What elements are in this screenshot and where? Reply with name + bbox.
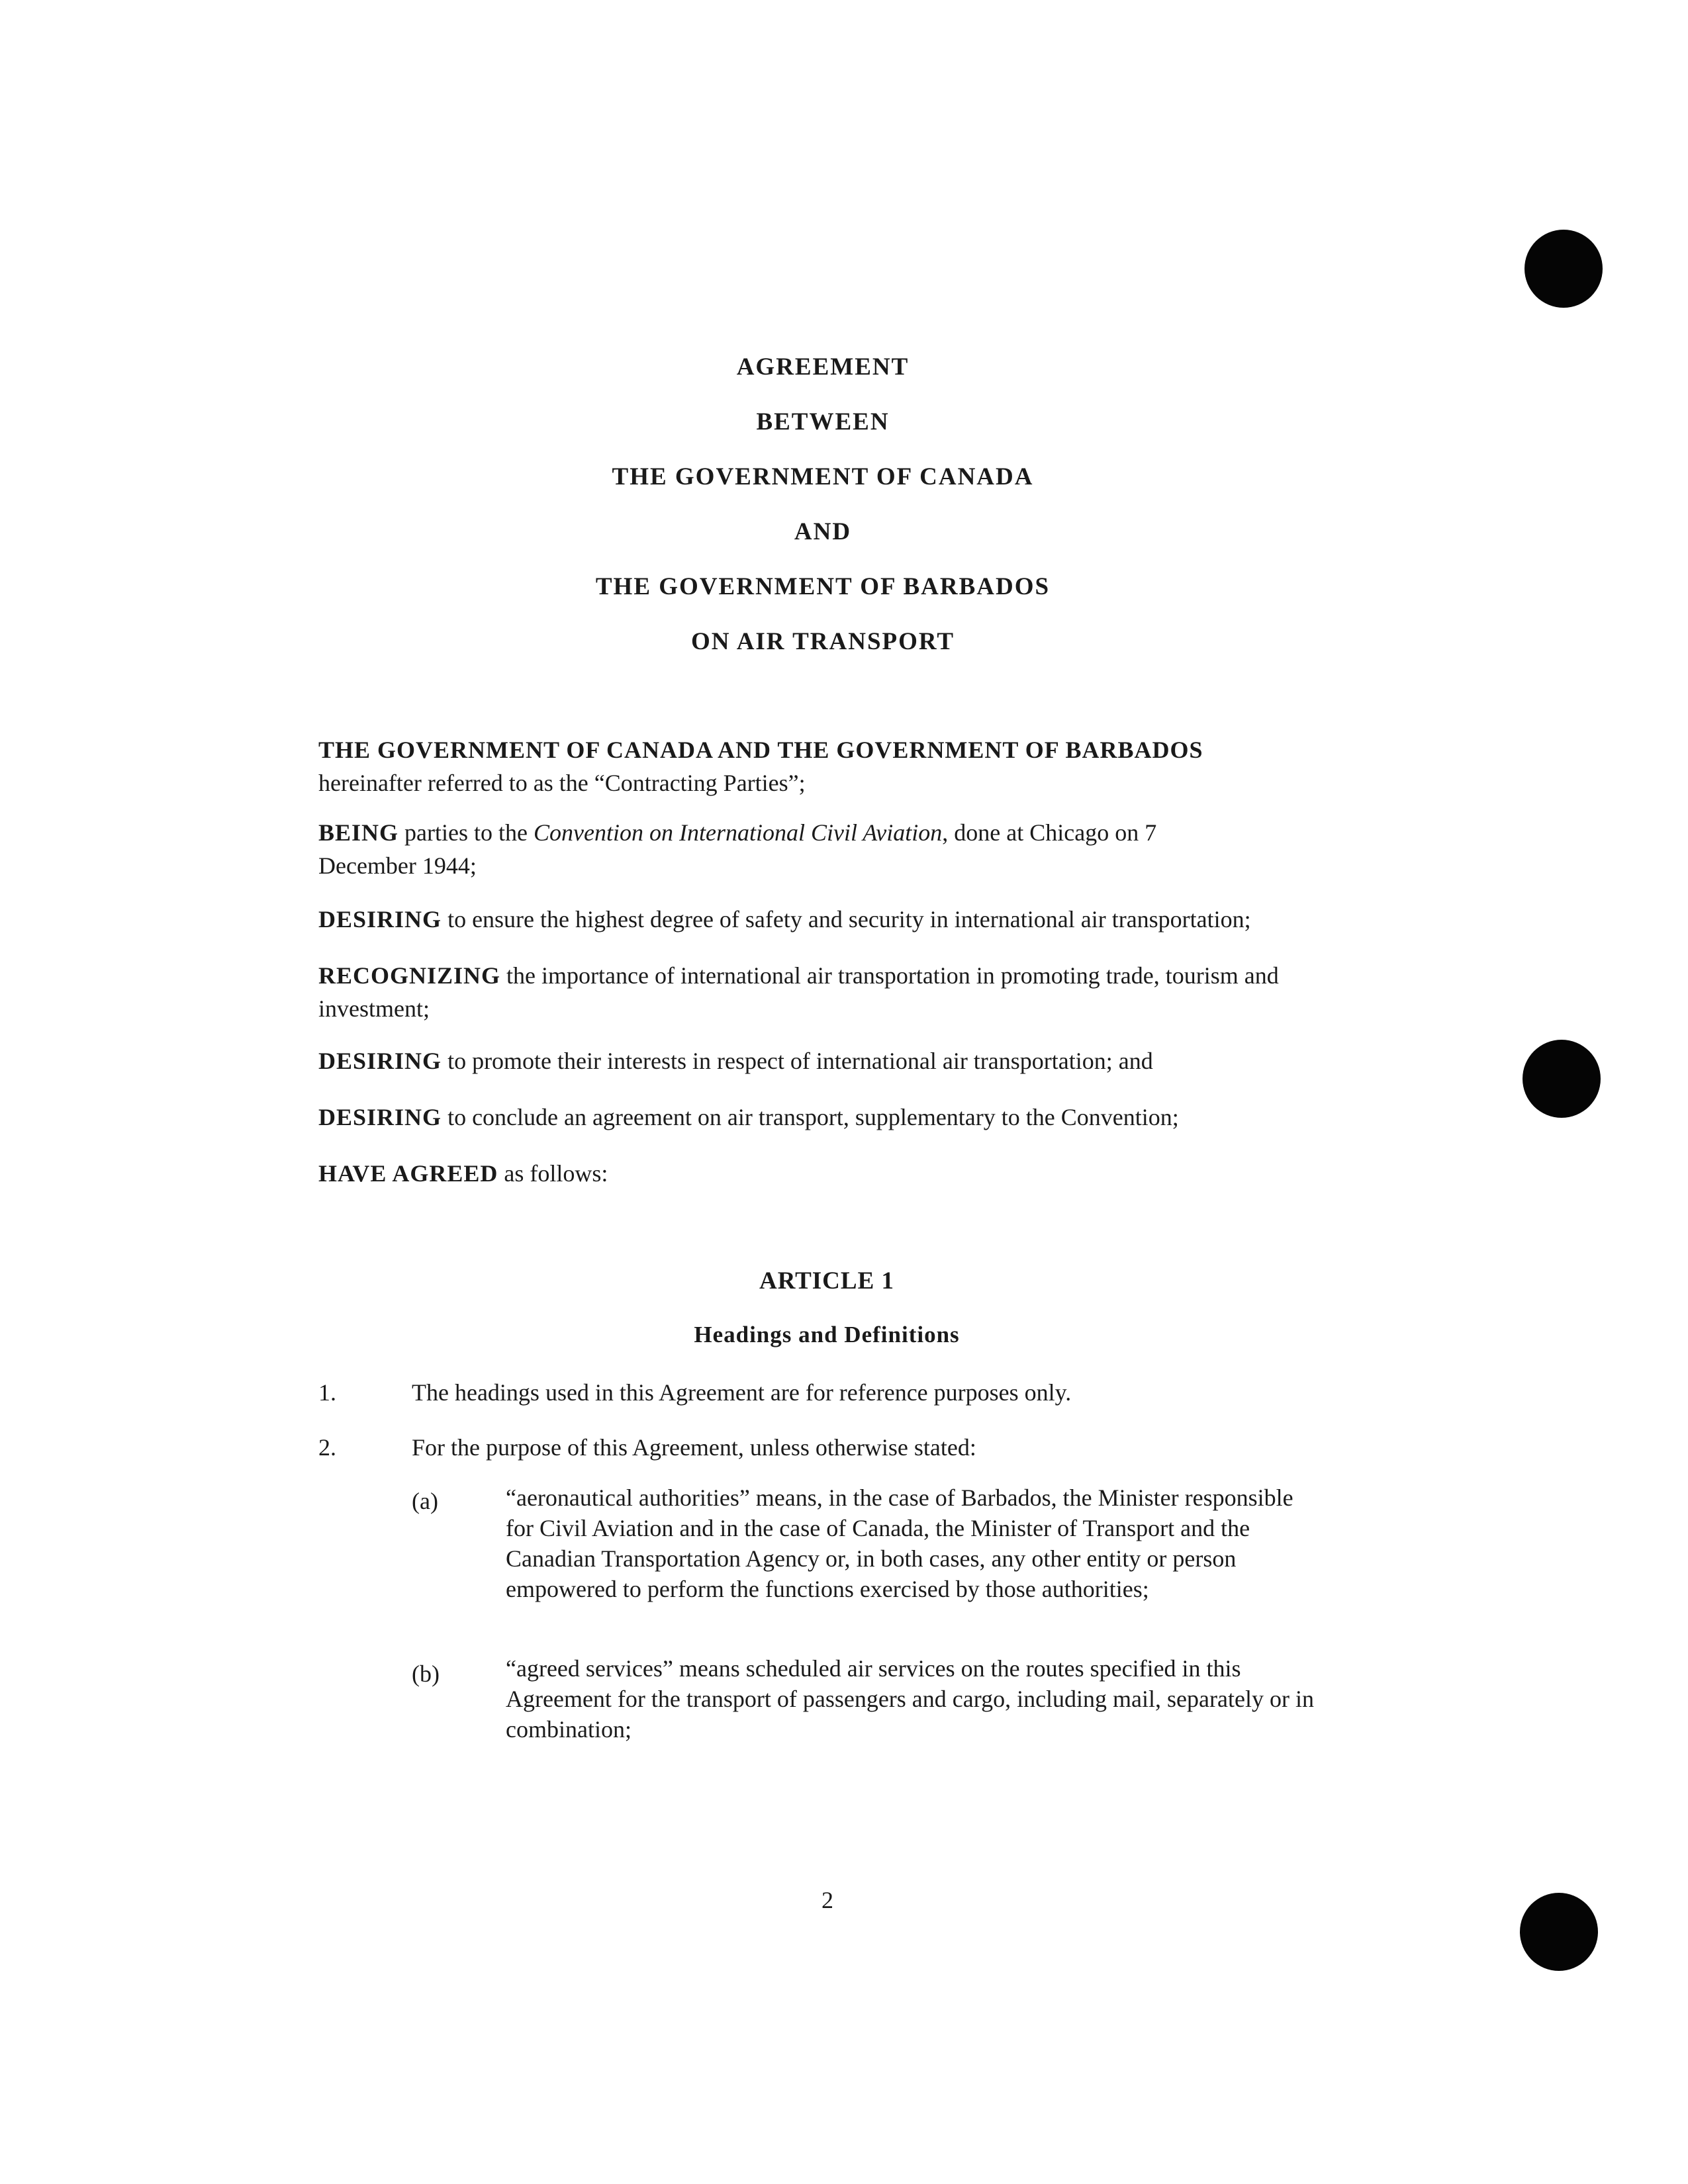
subitem-letter-b: (b) <box>412 1661 440 1687</box>
item-text-1: The headings used in this Agreement are for reference purposes only. <box>412 1379 1072 1406</box>
title-line-canada: THE GOVERNMENT OF CANADA <box>612 463 1034 490</box>
punch-hole-middle <box>1523 1040 1601 1118</box>
convention-title: Convention on International Civil Aviation <box>534 819 943 846</box>
preamble-have-agreed <box>318 1157 1351 1190</box>
desiring-keyword-3: DESIRING <box>318 1104 442 1130</box>
desiring-keyword-2: DESIRING <box>318 1048 442 1074</box>
being-keyword: BEING <box>318 819 399 846</box>
article-number: ARTICLE 1 <box>759 1267 895 1295</box>
parties-heading: THE GOVERNMENT OF CANADA AND THE GOVERNMENT OF BARBADOS <box>318 737 1203 763</box>
item-number-1: 1. <box>318 1379 336 1406</box>
subitem-text-b: “agreed services” means scheduled air services on the routes specified in this Agreement for the transport of passengers and cargo, including mail, separately or in combination; <box>506 1655 1314 1743</box>
have-agreed-keyword: HAVE AGREED <box>318 1160 498 1187</box>
desiring-text-3: to conclude an agreement on air transport, supplementary to the Convention; <box>442 1104 1179 1130</box>
page-number: 2 <box>821 1887 833 1913</box>
have-agreed-text: as follows: <box>498 1160 608 1187</box>
being-text-2: , done at Chicago on 7 December 1944; <box>318 819 1157 879</box>
being-text-1: parties to the <box>399 819 534 846</box>
title-line-between: BETWEEN <box>756 408 890 435</box>
parties-text: hereinafter referred to as the “Contracting Parties”; <box>318 770 806 796</box>
preamble-desiring-interests <box>318 1044 1351 1077</box>
title-line-agreement: AGREEMENT <box>736 353 910 381</box>
preamble-parties <box>318 733 1351 799</box>
preamble-being <box>318 816 1192 882</box>
desiring-text-1: to ensure the highest degree of safety and security in international air transportation; <box>442 906 1251 933</box>
subitem-text-a: “aeronautical authorities” means, in the case of Barbados, the Minister responsible for Civil Aviation and in the case of Canada, the Minister of Transport and the Canadian Transportation Agency or, in both cases, any other entity or person empowered to perform the functions exercised by those authorities; <box>506 1484 1293 1602</box>
article-heading: Headings and Definitions <box>694 1322 960 1347</box>
preamble-desiring-agreement <box>318 1101 1351 1134</box>
punch-hole-top <box>1524 230 1603 308</box>
subitem-letter-a: (a) <box>412 1488 438 1514</box>
desiring-text-2: to promote their interests in respect of international air transportation; and <box>442 1048 1153 1074</box>
recognizing-keyword: RECOGNIZING <box>318 962 501 989</box>
title-line-air-transport: ON AIR TRANSPORT <box>690 628 955 655</box>
preamble-desiring-safety <box>318 903 1351 936</box>
title-line-and: AND <box>794 518 852 545</box>
recognizing-text: the importance of international air transportation in promoting trade, tourism and investment; <box>318 962 1279 1022</box>
preamble-recognizing <box>318 959 1325 1025</box>
title-line-barbados: THE GOVERNMENT OF BARBADOS <box>595 573 1051 600</box>
item-text-2: For the purpose of this Agreement, unless otherwise stated: <box>412 1434 976 1461</box>
desiring-keyword-1: DESIRING <box>318 906 442 933</box>
item-number-2: 2. <box>318 1434 336 1461</box>
